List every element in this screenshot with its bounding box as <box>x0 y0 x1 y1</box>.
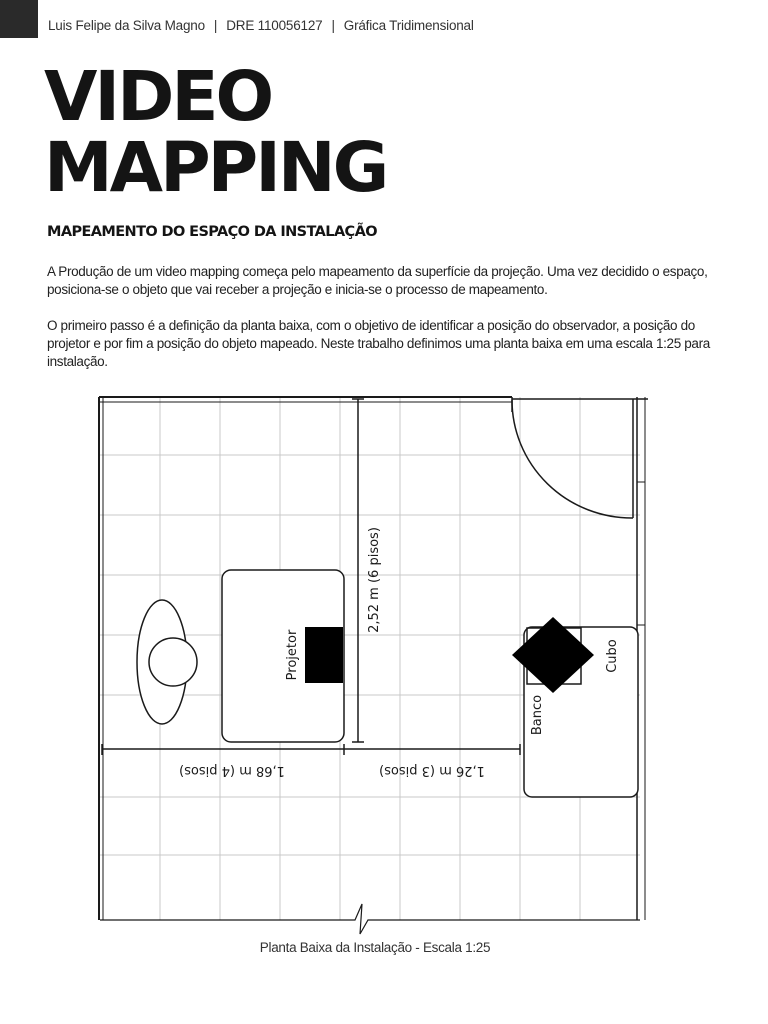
header-separator: | <box>331 18 335 33</box>
dimension-vertical-label: 2,52 m (6 pisos) <box>367 527 382 633</box>
observer-head <box>149 638 197 686</box>
dimension-left-label: 1,68 m (4 pisos) <box>179 763 285 778</box>
projector <box>305 627 343 683</box>
dimension-vertical <box>352 399 382 742</box>
section-subtitle: MAPEAMENTO DO ESPAÇO DA INSTALAÇÃO <box>47 224 377 240</box>
title-line-1: VIDEO <box>44 57 272 137</box>
floor-plan <box>0 380 768 940</box>
header-dre: DRE 110056127 <box>226 18 323 33</box>
title-line-2: MAPPING <box>44 128 387 208</box>
label-banco: Banco <box>530 694 545 736</box>
label-projetor: Projetor <box>285 629 300 681</box>
paragraph-floorplan: O primeiro passo é a definição da planta baixa, com o objetivo de identificar a posição do observador, a posição do projetor e por fim a posição do objeto mapeado. Neste trabalho definimos uma planta baixa em uma escala 1:25 para instalação. <box>47 318 710 369</box>
break-line <box>100 904 640 934</box>
label-cubo: Cubo <box>605 639 620 673</box>
plan-caption: Planta Baixa da Instalação - Escala 1:25 <box>259 940 491 955</box>
dimension-right-label: 1,26 m (3 pisos) <box>379 763 485 778</box>
page-title <box>44 57 387 208</box>
header-author: Luis Felipe da Silva Magno <box>48 18 205 33</box>
paragraph-intro: A Produção de um video mapping começa pelo mapeamento da superfície da projeção. Uma vez decidido o espaço, posiciona-se o objeto que vai receber a projeção e inicia-se o processo de mapeamento. <box>47 264 708 297</box>
header-course: Gráfica Tridimensional <box>343 18 474 33</box>
dimension-horizontal <box>102 744 520 755</box>
header-line <box>48 18 474 33</box>
header-separator: | <box>213 18 218 33</box>
door <box>512 397 633 518</box>
corner-block <box>0 0 38 38</box>
